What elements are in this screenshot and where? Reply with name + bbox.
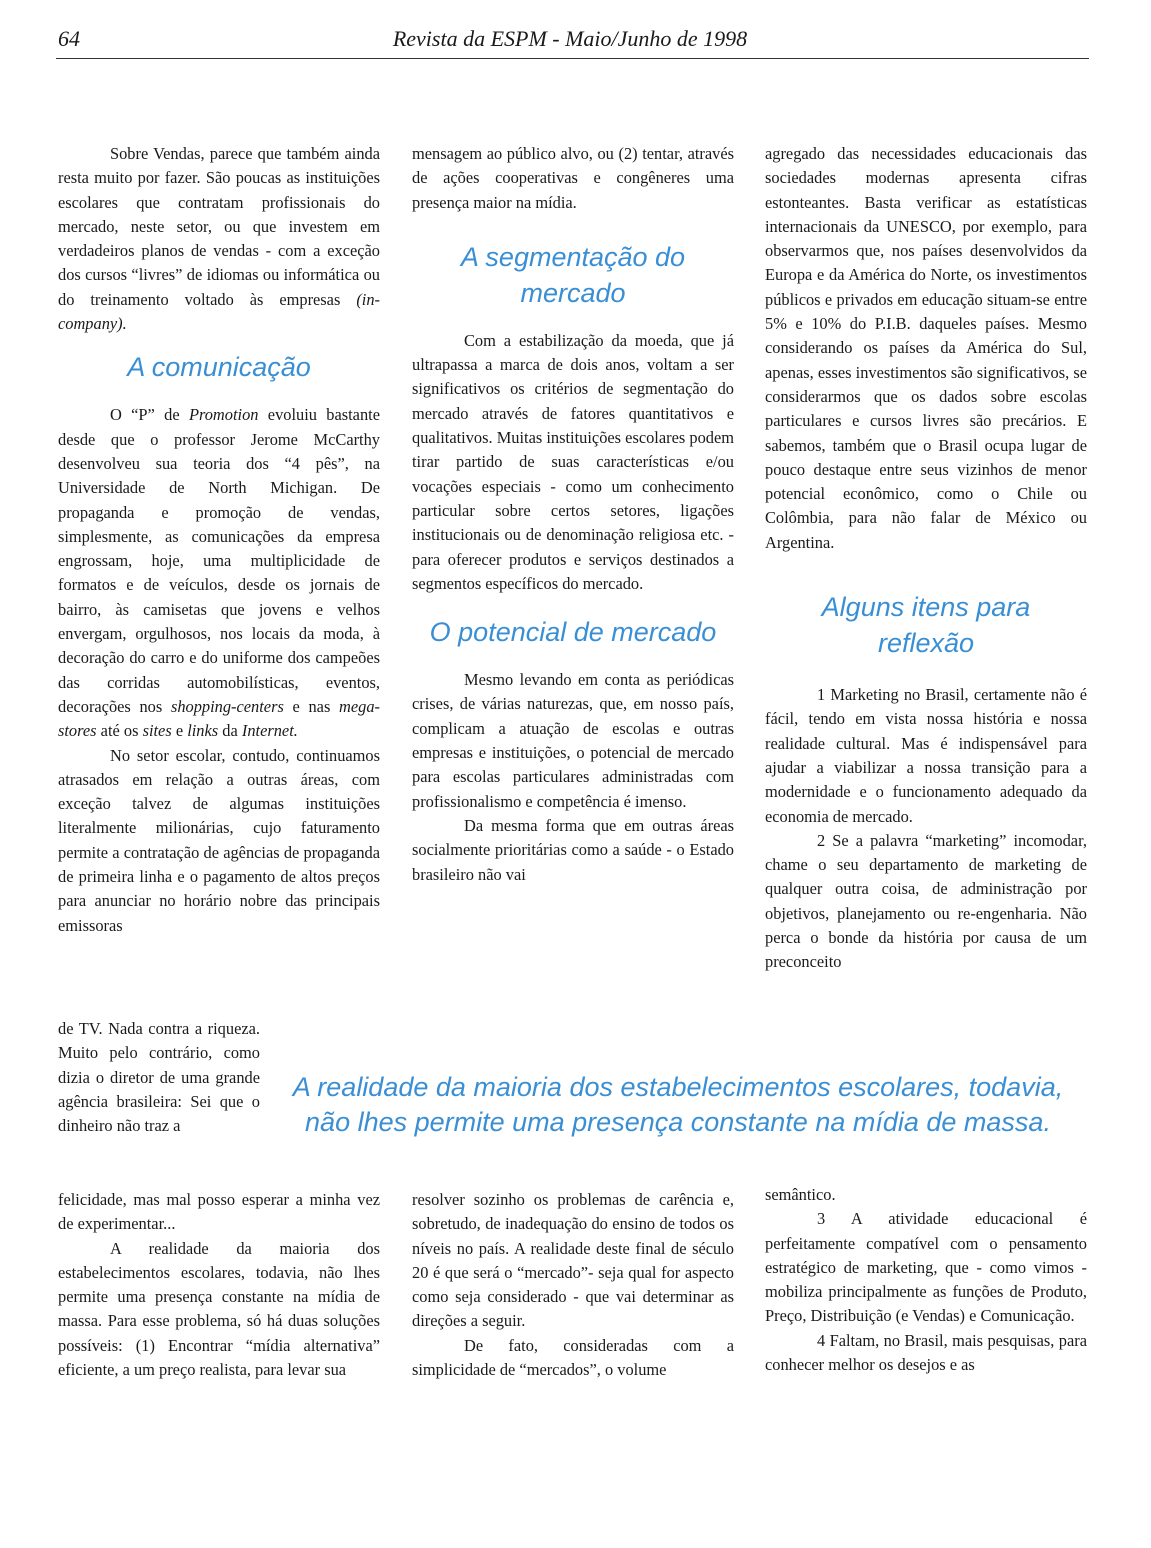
heading-segmentacao: A segmentação do mercado [460, 241, 686, 308]
paragraph: resolver sozinho os problemas de carência e, sobretudo, de inadequação do ensino de todos os níveis no país. A realidade deste final de século 20 é que será o “mercado”- seja qual for aspecto como seja considerado - que vai determinar as direções a seguir. [412, 1190, 734, 1331]
column-2 [412, 142, 734, 887]
paragraph: A realidade da maioria dos estabelecimentos escolares, todavia, não lhes permite uma presença constante na mídia de massa. Para esse problema, só há duas soluções possíveis: (1) Encontrar “mídia alternativa” eficiente, a um preço realista, para levar sua [58, 1238, 380, 1380]
list-item: 4 Faltam, no Brasil, mais pesquisas, para conhecer melhor os desejos e as [765, 1330, 1087, 1375]
paragraph: mensagem ao público alvo, ou (2) tentar, através de ações cooperativas e congêneres uma presença maior na mídia. [412, 144, 734, 212]
column-3 [765, 142, 1087, 975]
paragraph: De fato, consideradas com a simplicidade de “mercados”, o volume [412, 1335, 734, 1380]
paragraph: de TV. Nada contra a riqueza. Muito pelo contrário, como dizia o diretor de uma grande agência brasileira: Sei que o dinheiro não traz a [58, 1019, 260, 1136]
column-1 [58, 142, 380, 938]
paragraph: Mesmo levando em conta as periódicas crises, de várias naturezas, que, em nosso país, complicam a atuação de escolas e outras empresas e instituições, o potencial de mercado para escolas particulares administradas com profissionalismo e competência é imenso. [412, 670, 734, 811]
paragraph: Sobre Vendas, parece que também ainda resta muito por fazer. São poucas as instituições escolares que contratam profissionais do mercado, neste setor, ou que investem em verdadeiros planos de vendas - com a exceção dos cursos “livres” de idiomas ou informática ou do treinamento voltado às empresas (in-company). [58, 144, 380, 334]
column-1-bottom [58, 1188, 380, 1382]
running-header: Revista da ESPM - Maio/Junho de 1998 [392, 26, 748, 51]
pull-quote: A realidade da maioria dos estabelecimentos escolares, todavia, não lhes permite uma presença constante na mídia de massa. [292, 1072, 1064, 1137]
list-item: 3 A atividade educacional é perfeitamente compatível com o pensamento estratégico de marketing, que - como vimos - mobiliza principalmente as funções de Produto, Preço, Distribuição (e Vendas) e Comunicação. [765, 1209, 1087, 1326]
paragraph: agregado das necessidades educacionais das sociedades modernas apresenta cifras estonteantes. Basta verificar as estatísticas internacionais da UNESCO, por exemplo, para observarmos que, nos países desenvolvidos da Europa e da América do Norte, os investimentos públicos e privados em educação situam-se entre 5% e 10% do P.I.B. daqueles países. Mesmo considerando os países da América do Sul, apenas, esses investimentos são significativos, se considerarmos que os dados sobre escolas particulares e cursos livres são precários. E sabemos, também que o Brasil ocupa lugar de pouco destaque entre seus vizinhos de menor potencial econômico, como o Chile ou Colômbia, para não falar de México ou Argentina. [765, 144, 1087, 552]
page-number: 64 [58, 26, 80, 51]
list-item: 2 Se a palavra “marketing” incomodar, chame o seu departamento de marketing de qualquer outra coisa, de administração por objetivos, planejamento ou re-engenharia. Não perca o bonde da história por causa de um preconceito [765, 830, 1087, 972]
paragraph: semântico. [765, 1185, 836, 1204]
paragraph: Com a estabilização da moeda, que já ultrapassa a marca de dois anos, voltam a ser significativos os critérios de segmentação do mercado através de fatores quantitativos e qualitativos. Muitas instituições escolares podem tirar partido de suas características e/ou vocações especiais - como um conhecimento particular sobre certos setores, ligações institucionais ou de denominação religiosa etc. - para oferecer produtos e serviços destinados a segmentos específicos do mercado. [412, 330, 734, 593]
column-2-bottom [412, 1188, 734, 1382]
paragraph: felicidade, mas mal posso esperar a minha vez de experimentar... [58, 1190, 380, 1234]
heading-itens: Alguns itens para reflexão [821, 592, 1031, 659]
paragraph: Da mesma forma que em outras áreas socialmente prioritárias como a saúde - o Estado brasileiro não vai [412, 815, 734, 884]
list-item: 1 Marketing no Brasil, certamente não é fácil, tendo em vista nossa história e nossa realidade cultural. Mas é indispensável para ajudar a viabilizar a nossa transição para a modernidade e o funcionamento adequado da economia de mercado. [765, 685, 1087, 826]
heading-comunicacao: A comunicação [127, 352, 311, 383]
column-1-narrow [58, 1017, 260, 1138]
column-3-bottom [765, 1183, 1087, 1377]
header-rule [56, 58, 1089, 59]
heading-potencial: O potencial de mercado [429, 617, 717, 648]
paragraph: O “P” de Promotion evoluiu bastante desde que o professor Jerome McCarthy desenvolveu sua teoria dos “4 pês”, na Universidade de North Michigan. De propaganda e promoção de vendas, simplesmente, as comunicações da empresa engrossam, hoje, uma multiplicidade de formatos e de veículos, desde os jornais de bairro, às camisetas que jovens e velhos envergam, orgulhosos, nos locais da moda, à decoração do carro e do uniforme dos campeões das corridas automobilísticas, eventos, decorações nos shopping-centers e nas mega-stores até os sites e links da Internet. [58, 405, 380, 741]
paragraph: No setor escolar, contudo, continuamos atrasados em relação a outras áreas, com exceção talvez de algumas instituições literalmente milionárias, cujo faturamento permite a contratação de agências de propaganda de primeira linha e o pagamento de altos preços para anunciar no horário nobre das principais emissoras [58, 745, 380, 935]
